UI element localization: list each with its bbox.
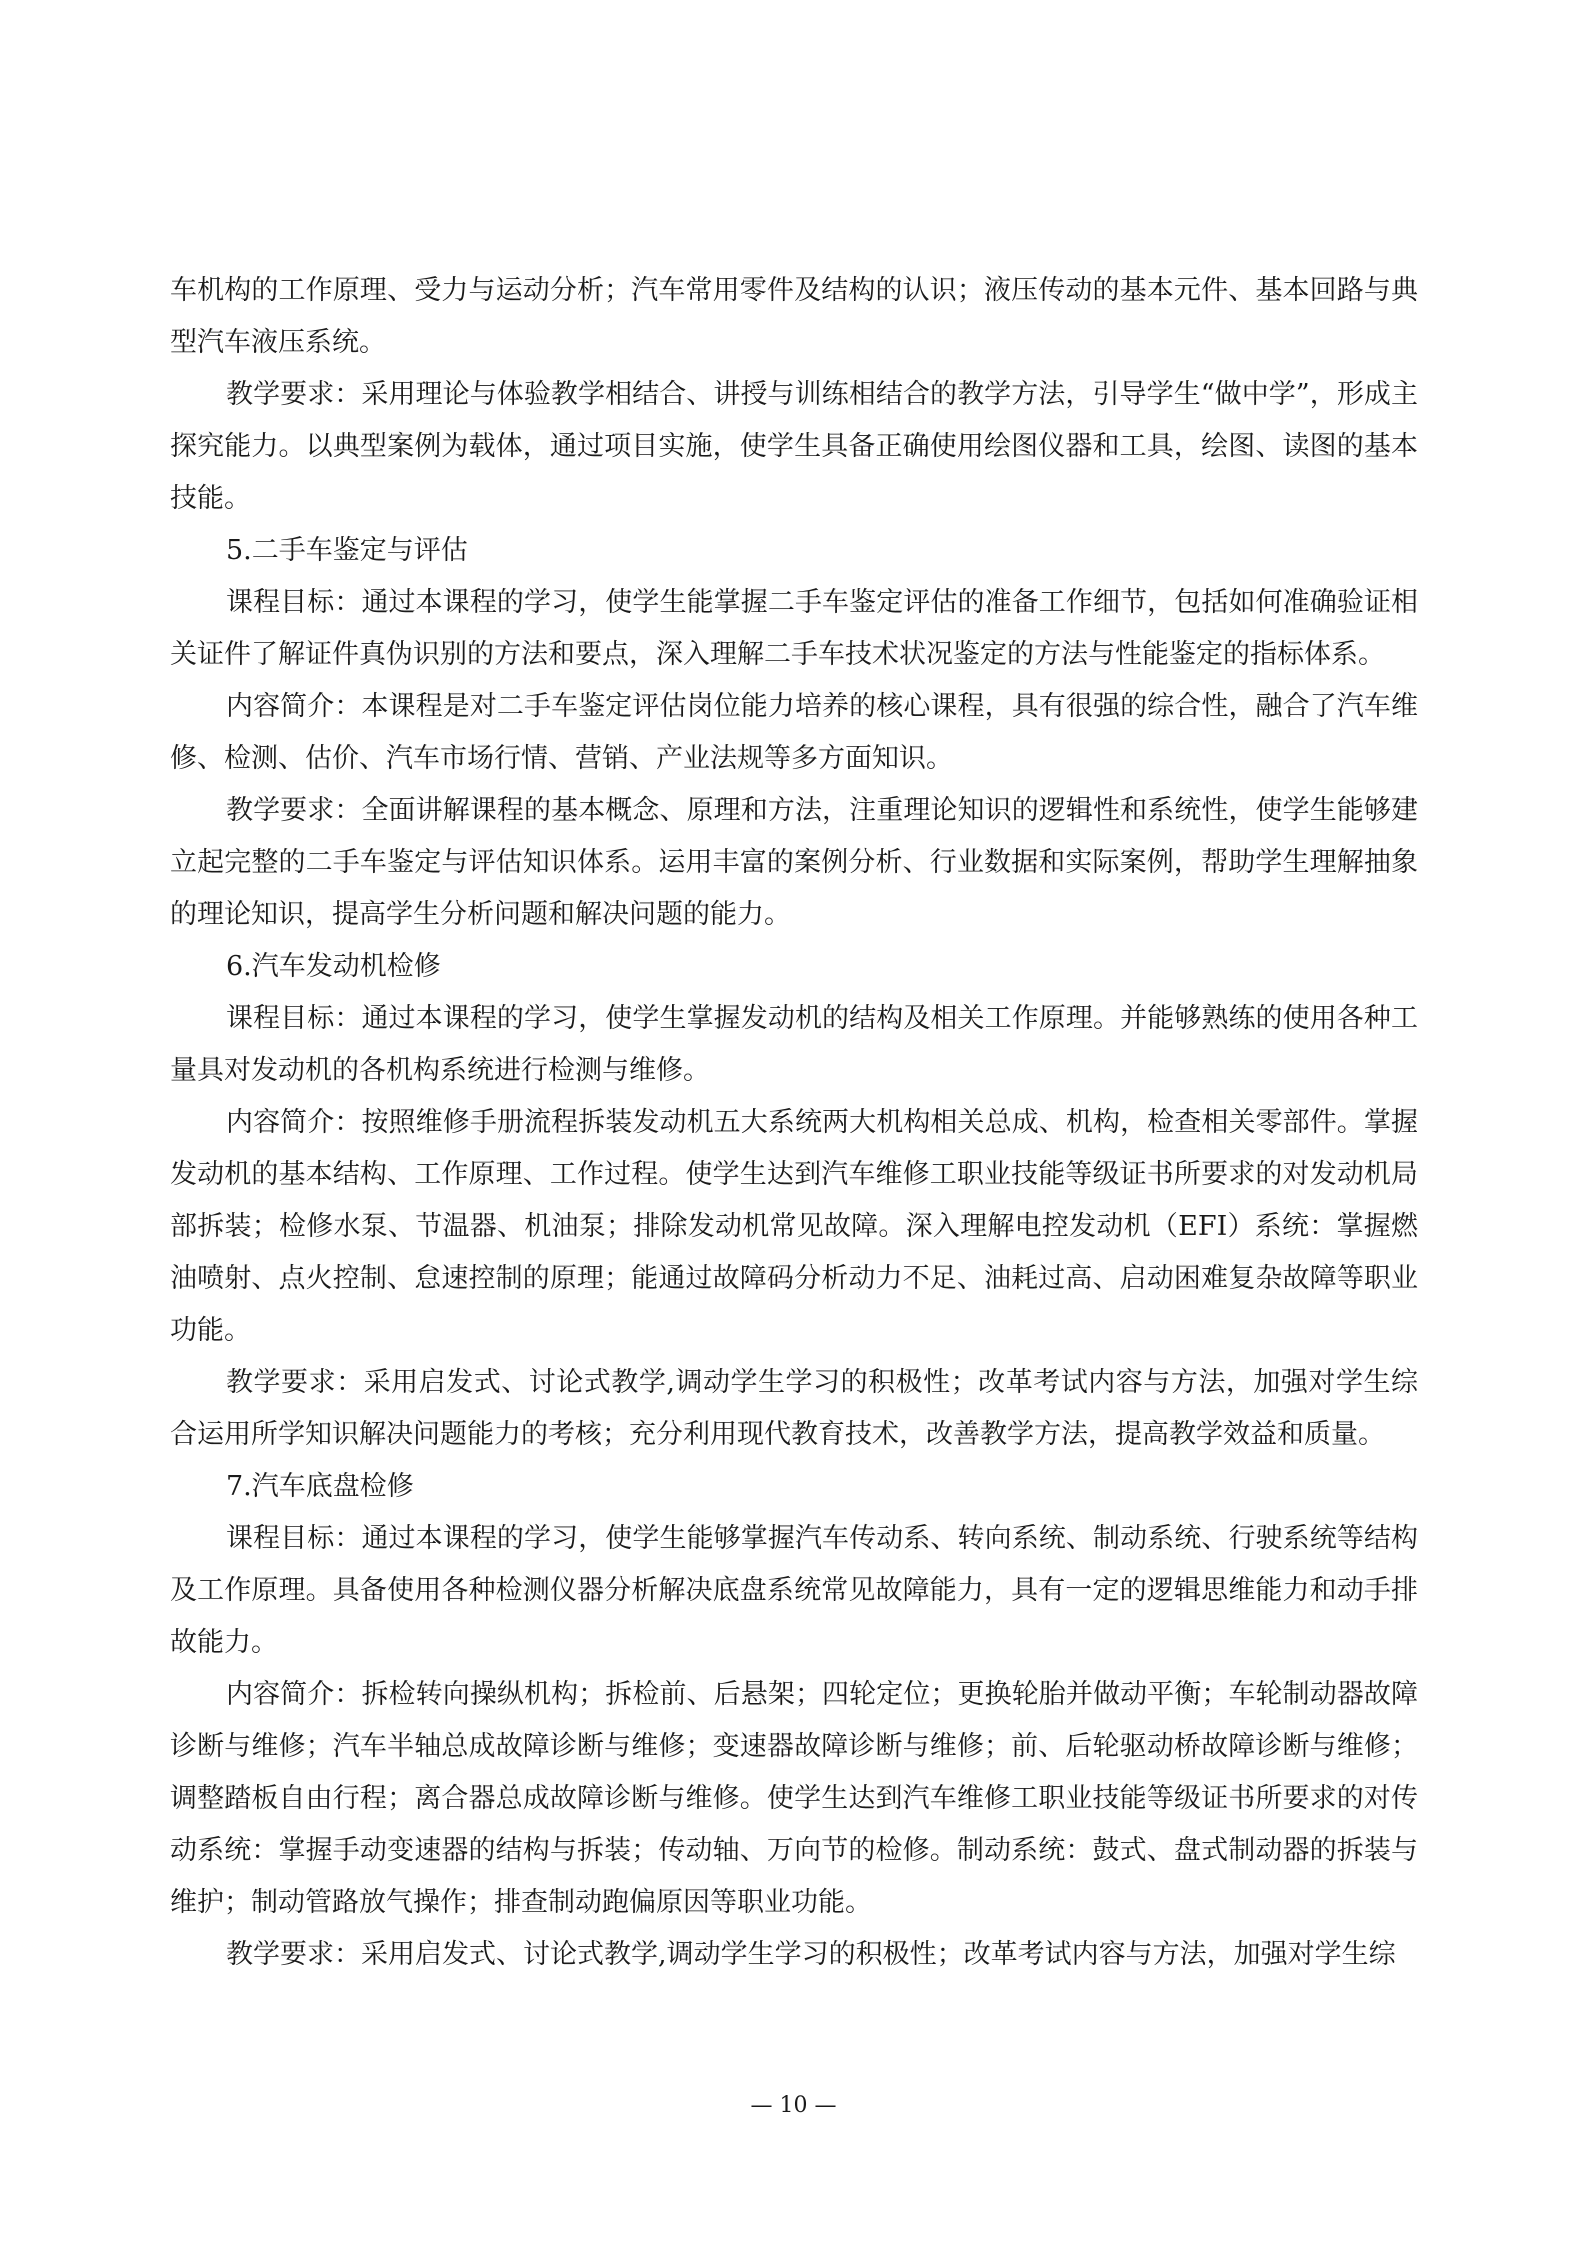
paragraph-content-summary: 内容简介：按照维修手册流程拆装发动机五大系统两大机构相关总成、机构，检查相关零部件。掌握发动机的基本结构、工作原理、工作过程。使学生达到汽车维修工职业技能等级证书所要求的对发动机局部拆装；检修水泵、节温器、机油泵；排除发动机常见故障。深入理解电控发动机（EFI）系统：掌握燃油喷射、点火控制、怠速控制的原理；能通过故障码分析动力不足、油耗过高、启动困难复杂故障等职业功能。	[170, 1107, 1418, 1346]
body-text	[170, 265, 1418, 1981]
paragraph-course-objective: 课程目标：通过本课程的学习，使学生能够掌握汽车传动系、转向系统、制动系统、行驶系统等结构及工作原理。具备使用各种检测仪器分析解决底盘系统常见故障能力，具有一定的逻辑思维能力和动手排故能力。	[170, 1523, 1418, 1658]
paragraph-continuation: 车机构的工作原理、受力与运动分析；汽车常用零件及结构的认识；液压传动的基本元件、基本回路与典型汽车液压系统。	[170, 275, 1418, 358]
paragraph-content-summary: 内容简介：拆检转向操纵机构；拆检前、后悬架；四轮定位；更换轮胎并做动平衡；车轮制动器故障诊断与维修；汽车半轴总成故障诊断与维修；变速器故障诊断与维修；前、后轮驱动桥故障诊断与维修；调整踏板自由行程；离合器总成故障诊断与维修。使学生达到汽车维修工职业技能等级证书所要求的对传动系统：掌握手动变速器的结构与拆装；传动轴、万向节的检修。制动系统：鼓式、盘式制动器的拆装与维护；制动管路放气操作；排查制动跑偏原因等职业功能。	[170, 1679, 1418, 1918]
paragraph-teaching-requirements: 教学要求：全面讲解课程的基本概念、原理和方法，注重理论知识的逻辑性和系统性，使学生能够建立起完整的二手车鉴定与评估知识体系。运用丰富的案例分析、行业数据和实际案例，帮助学生理解抽象的理论知识，提高学生分析问题和解决问题的能力。	[170, 795, 1418, 930]
section-heading-chassis-repair: 7.汽车底盘检修	[226, 1471, 414, 1502]
section-heading-engine-repair: 6.汽车发动机检修	[226, 951, 441, 982]
paragraph-course-objective: 课程目标：通过本课程的学习，使学生掌握发动机的结构及相关工作原理。并能够熟练的使用各种工量具对发动机的各机构系统进行检测与维修。	[170, 1003, 1418, 1086]
paragraph-teaching-requirements: 教学要求：采用启发式、讨论式教学,调动学生学习的积极性；改革考试内容与方法，加强对学生综	[226, 1939, 1396, 1970]
paragraph-course-objective: 课程目标：通过本课程的学习，使学生能掌握二手车鉴定评估的准备工作细节，包括如何准确验证相关证件了解证件真伪识别的方法和要点，深入理解二手车技术状况鉴定的方法与性能鉴定的指标体系。	[170, 587, 1418, 670]
paragraph-teaching-requirements: 教学要求：采用理论与体验教学相结合、讲授与训练相结合的教学方法，引导学生“做中学”，形成主探究能力。以典型案例为载体，通过项目实施，使学生具备正确使用绘图仪器和工具，绘图、读图的基本技能。	[170, 379, 1418, 514]
paragraph-teaching-requirements: 教学要求：采用启发式、讨论式教学,调动学生学习的积极性；改革考试内容与方法，加强对学生综合运用所学知识解决问题能力的考核；充分利用现代教育技术，改善教学方法，提高教学效益和质量。	[170, 1367, 1418, 1450]
section-heading-used-car-appraisal: 5.二手车鉴定与评估	[226, 535, 468, 566]
paragraph-content-summary: 内容简介：本课程是对二手车鉴定评估岗位能力培养的核心课程，具有很强的综合性，融合了汽车维修、检测、估价、汽车市场行情、营销、产业法规等多方面知识。	[170, 691, 1418, 774]
page-number: — 10 —	[750, 2093, 837, 2118]
